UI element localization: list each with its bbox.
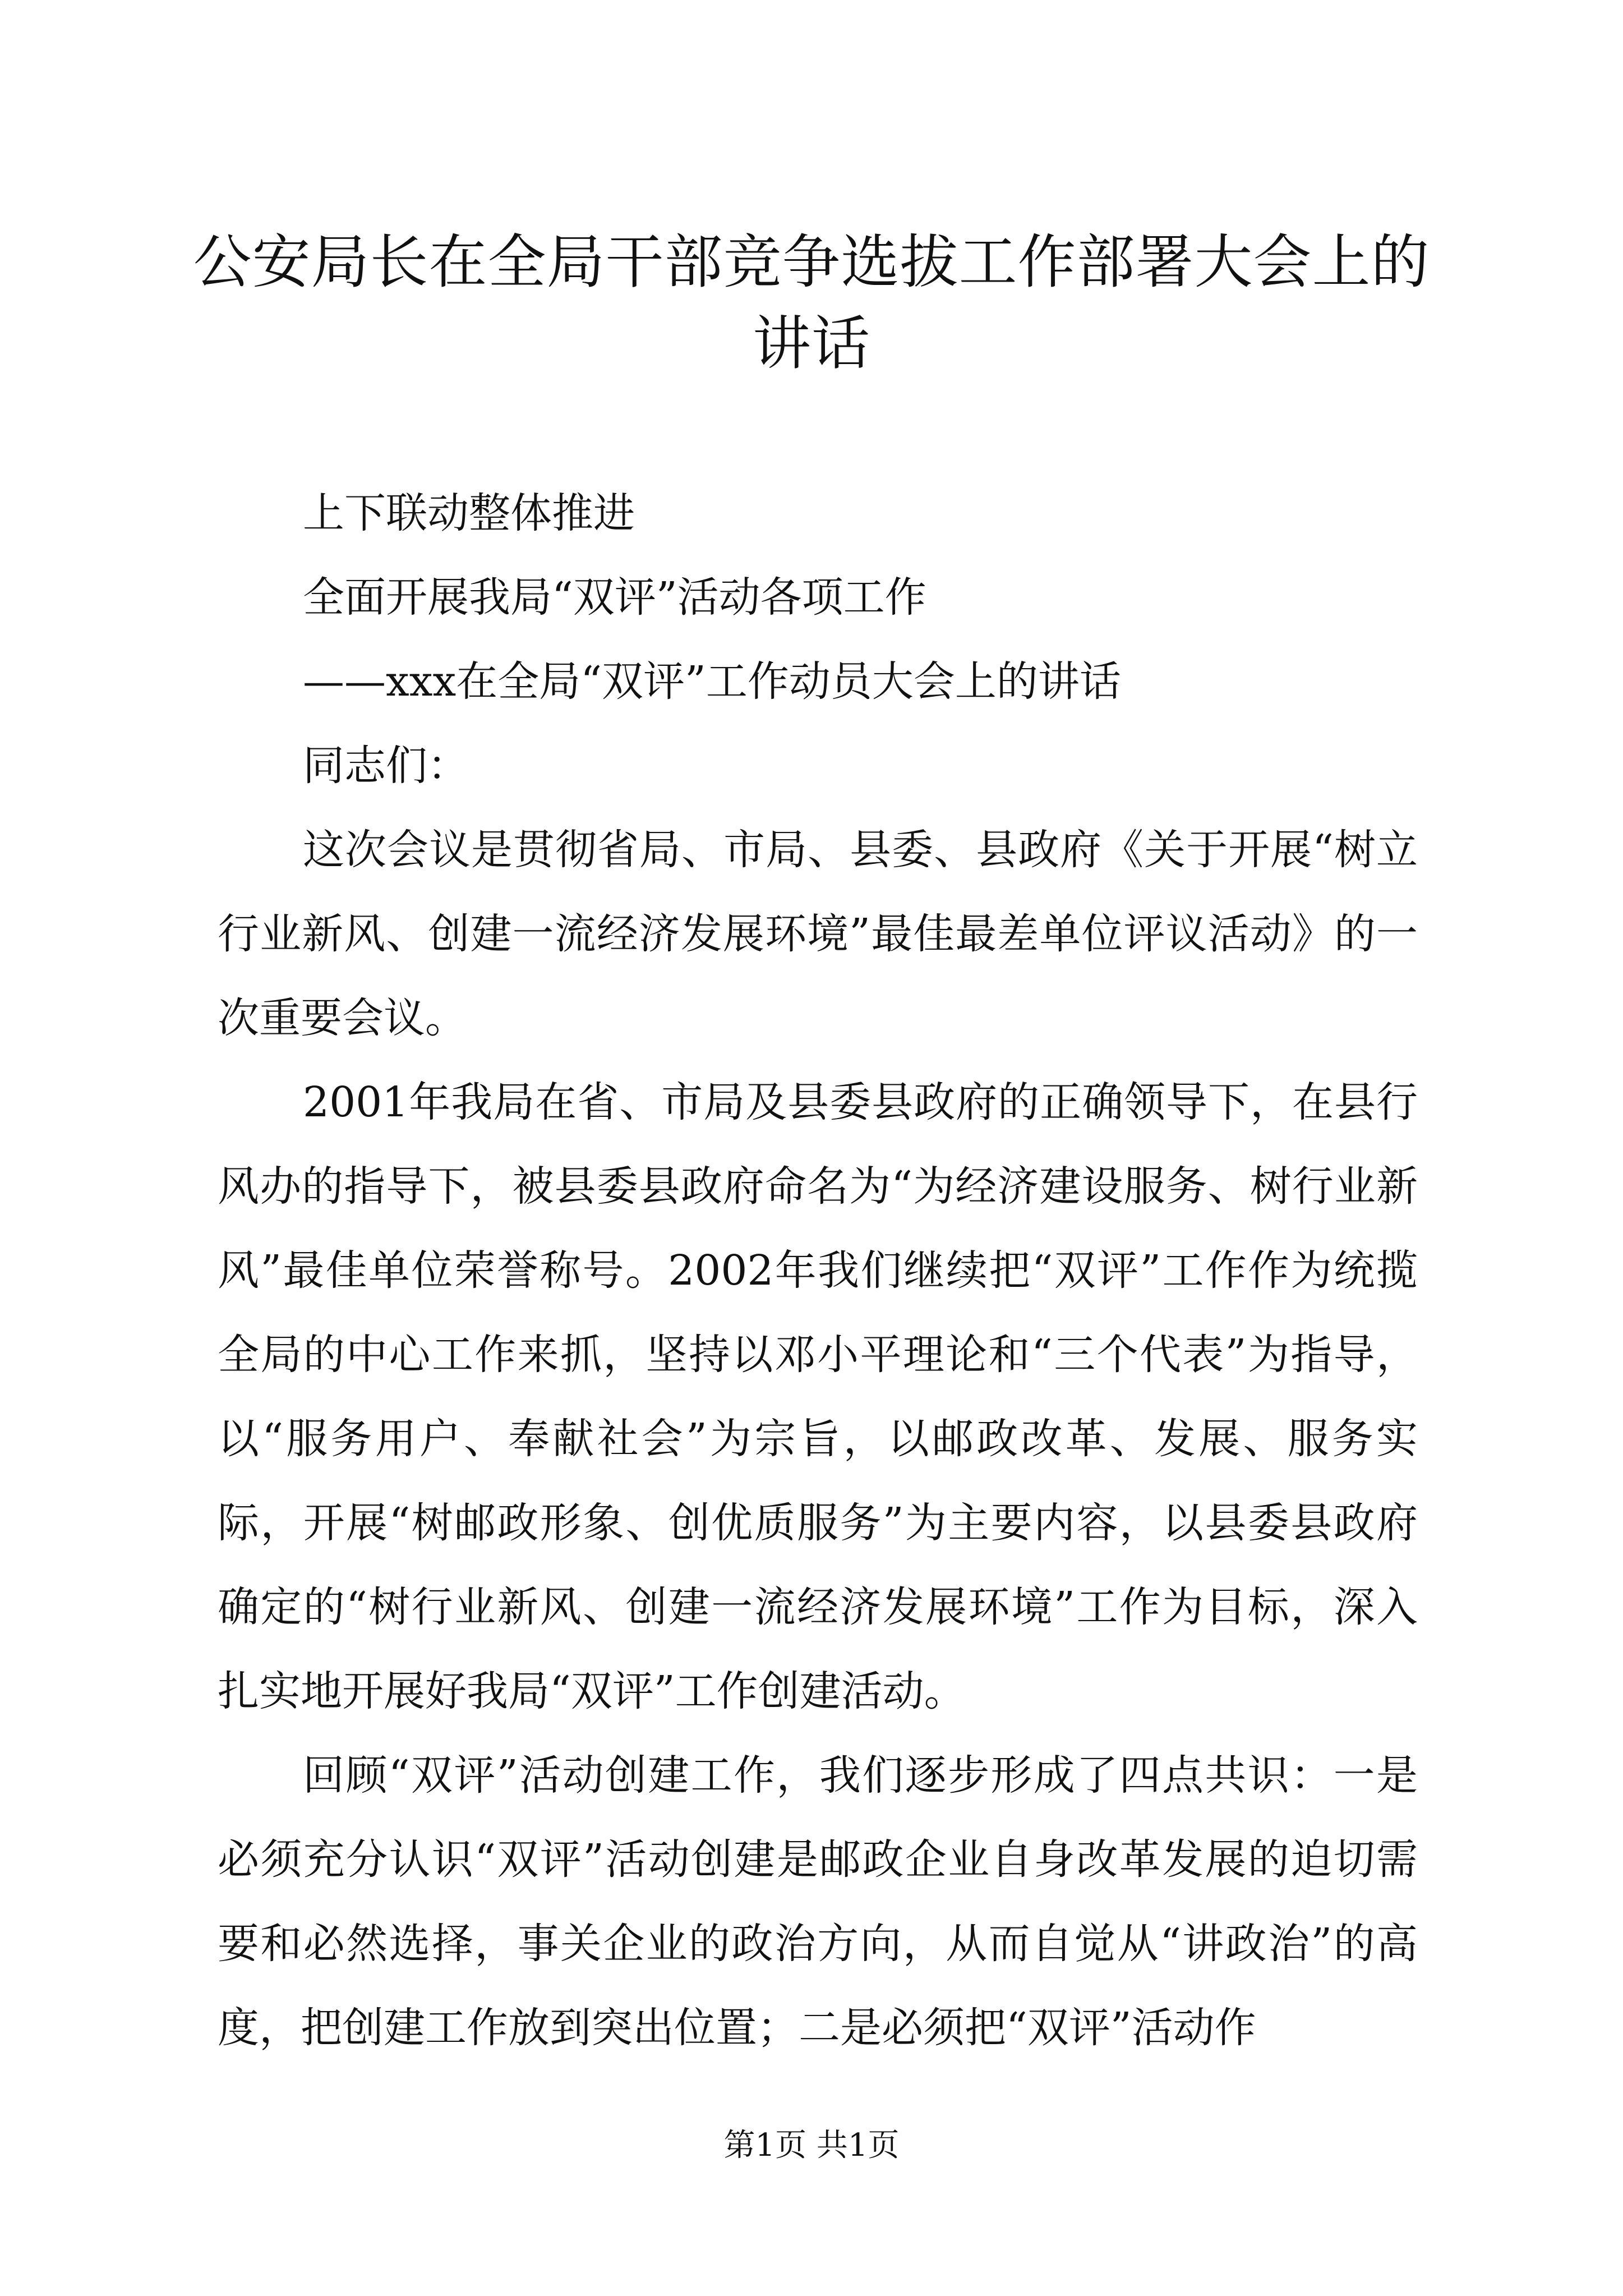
document-body: [218, 471, 1418, 2070]
paragraph-body-2: 2001年我局在省、市局及县委县政府的正确领导下，在县行风办的指导下，被县委县政府命名为“为经济建设服务、树行业新风”最佳单位荣誉称号。2002年我们继续把“双评”工作作为统揽全局的中心工作来抓，坚持以邓小平理论和“三个代表”为指导，以“服务用户、奉献社会”为宗旨，以邮政改革、发展、服务实际，开展“树邮政形象、创优质服务”为主要内容，以县委县政府确定的“树行业新风、创建一流经济发展环境”工作为目标，深入扎实地开展好我局“双评”工作创建活动。: [218, 1078, 1418, 1715]
paragraph-salutation: 同志们：: [303, 742, 469, 790]
paragraph-subtitle-2: 全面开展我局“双评”活动各项工作: [303, 573, 926, 622]
paragraph-subtitle-1: 上下联动整体推进: [303, 489, 635, 537]
paragraph-body-1: 这次会议是贯彻省局、市局、县委、县政府《关于开展“树立行业新风、创建一流经济发展环境”最佳最差单位评议活动》的一次重要会议。: [218, 826, 1418, 1042]
paragraph-subtitle-3: ——xxx在全局“双评”工作动员大会上的讲话: [303, 657, 1121, 706]
document-title: 公安局长在全局干部竞争选拔工作部署大会上的讲话: [193, 228, 1430, 378]
paragraph-body-3: 回顾“双评”活动创建工作，我们逐步形成了四点共识：一是必须充分认识“双评”活动创建是邮政企业自身改革发展的迫切需要和必然选择，事关企业的政治方向，从而自觉从“讲政治”的高度，把创建工作放到突出位置；二是必须把“双评”活动作: [218, 1751, 1418, 2052]
page-footer: 第1页 共1页: [723, 2127, 900, 2164]
